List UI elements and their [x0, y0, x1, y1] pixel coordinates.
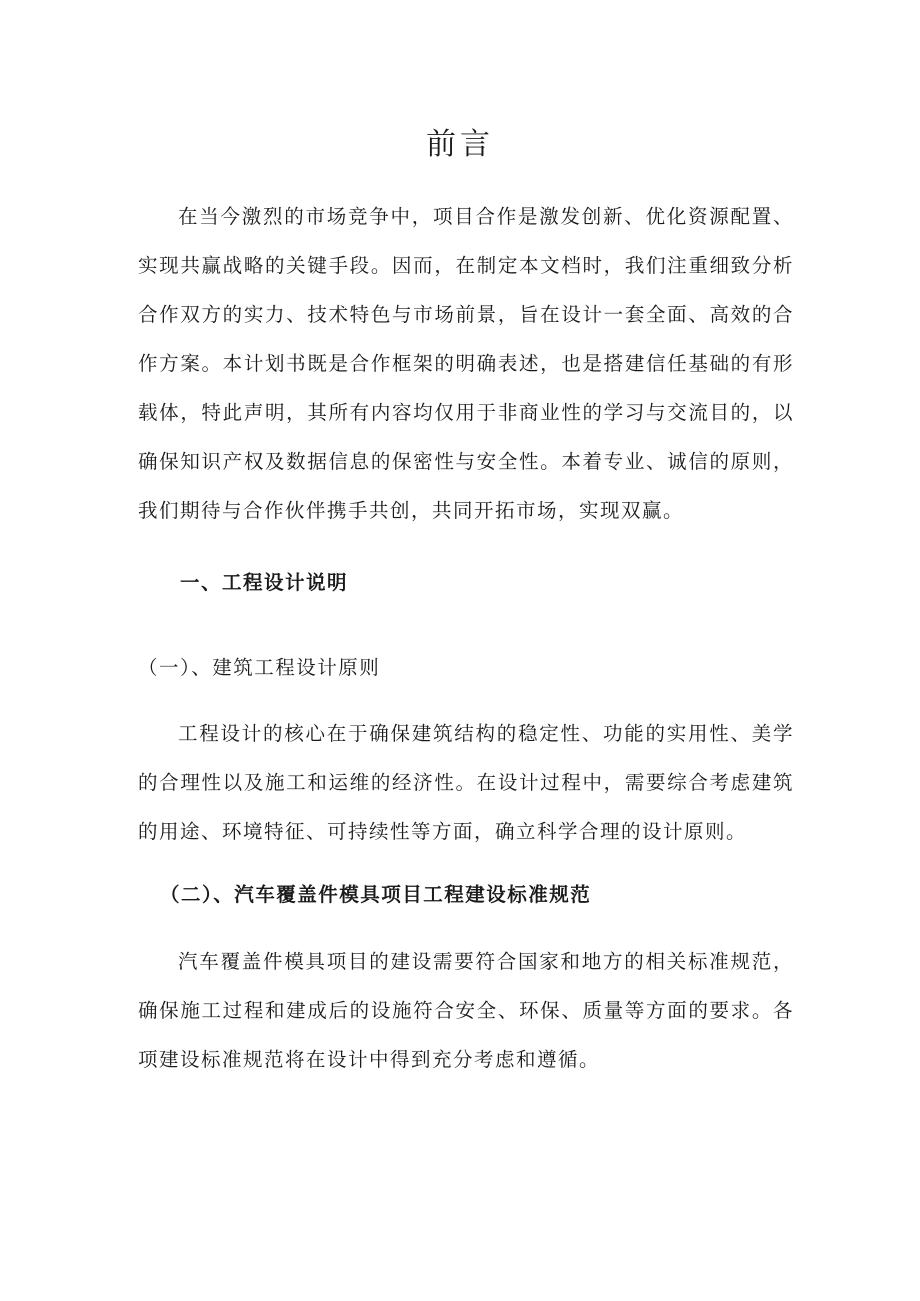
- intro-paragraph: 在当今激烈的市场竞争中，项目合作是激发创新、优化资源配置、实现共赢战略的关键手段。因而，在制定本文档时，我们注重细致分析合作双方的实力、技术特色与市场前景，旨在设计一套全面、高效的合作方案。本计划书既是合作框架的明确表述，也是搭建信任基础的有形载体，特此声明，其所有内容均仅用于非商业性的学习与交流目的，以确保知识产权及数据信息的保密性与安全性。本着专业、诚信的原则，我们期待与合作伙伴携手共创，共同开拓市场，实现双赢。: [138, 205, 794, 522]
- subsection-heading-construction-standards: （二）、汽车覆盖件模具项目工程建设标准规范: [160, 883, 592, 906]
- subsection-heading-design-principles: （一）、建筑工程设计原则: [138, 656, 381, 679]
- design-principles-paragraph: 工程设计的核心在于确保建筑结构的稳定性、功能的实用性、美学的合理性以及施工和运维的经济性。在设计过程中，需要综合考虑建筑的用途、环境特征、可持续性等方面，确立科学合理的设计原则。: [138, 722, 794, 843]
- construction-standards-paragraph: 汽车覆盖件模具项目的建设需要符合国家和地方的相关标准规范，确保施工过程和建成后的设施符合安全、环保、质量等方面的要求。各项建设标准规范将在设计中得到充分考虑和遵循。: [138, 950, 794, 1071]
- section-heading-engineering-design: 一、工程设计说明: [180, 571, 349, 594]
- page-title: 前言: [426, 127, 494, 162]
